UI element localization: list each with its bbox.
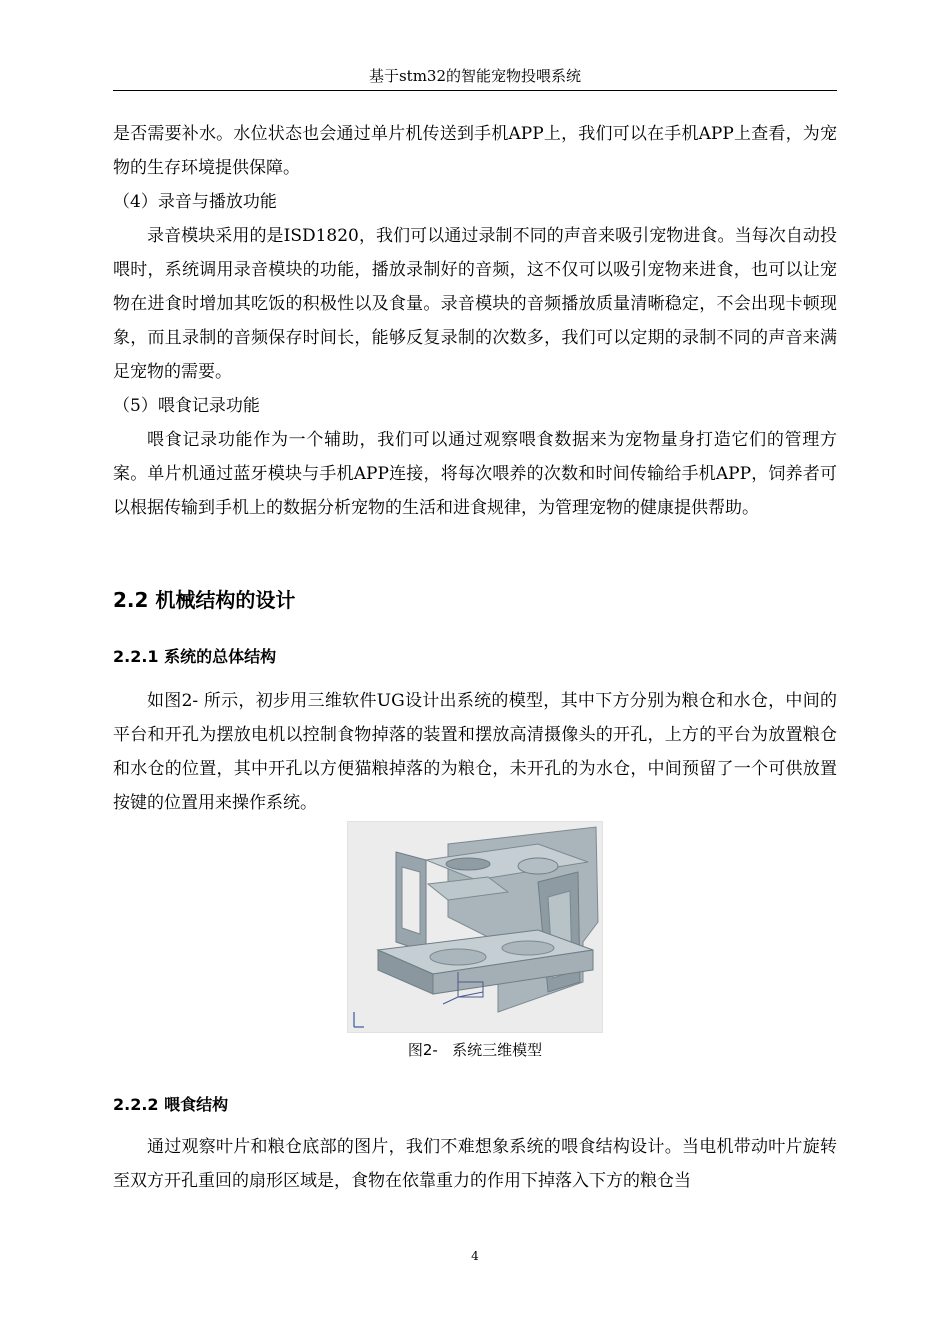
section-1-body bbox=[113, 117, 837, 525]
figure-caption bbox=[0, 1038, 950, 1062]
page-header bbox=[113, 62, 837, 91]
section-heading-2-2-2: 2.2.2 喂食结构 bbox=[113, 1095, 229, 1114]
paragraph: 如图2- 所示，初步用三维软件UG设计出系统的模型，其中下方分别为粮仓和水仓，中间的平台和开孔为摆放电机以控制食物掉落的装置和摆放高清摄像头的开孔，上方的平台为放置粮仓和水仓的位置，其中开孔以方便猫粮掉落的为粮仓，未开孔的为水仓，中间预留了一个可供放置按键的位置用来操作系统。 bbox=[113, 691, 837, 813]
system-3d-model-figure bbox=[347, 821, 603, 1033]
page-number: 4 bbox=[471, 1249, 479, 1263]
paragraph: 是否需要补水。水位状态也会通过单片机传送到手机APP上，我们可以在手机APP上查看，为宠物的生存环境提供保障。 bbox=[113, 124, 837, 178]
3d-model-image bbox=[348, 822, 602, 1032]
paragraph: 喂食记录功能作为一个辅助，我们可以通过观察喂食数据来为宠物量身打造它们的管理方案。单片机通过蓝牙模块与手机APP连接，将每次喂养的次数和时间传输给手机APP，饲养者可以根据传输到手机上的数据分析宠物的生活和进食规律，为管理宠物的健康提供帮助。 bbox=[113, 430, 837, 518]
paragraph: 通过观察叶片和粮仓底部的图片，我们不难想象系统的喂食结构设计。当电机带动叶片旋转至双方开孔重回的扇形区域是，食物在依靠重力的作用下掉落入下方的粮仓当 bbox=[113, 1137, 837, 1191]
figure-title: 系统三维模型 bbox=[452, 1041, 543, 1059]
section-3-body bbox=[113, 1130, 837, 1198]
paragraph: 录音模块采用的是ISD1820，我们可以通过录制不同的声音来吸引宠物进食。当每次自动投喂时，系统调用录音模块的功能，播放录制好的音频，这不仅可以吸引宠物来进食，也可以让宠物在进食时增加其吃饭的积极性以及食量。录音模块的音频播放质量清晰稳定，不会出现卡顿现象，而且录制的音频保存时间长，能够反复录制的次数多，我们可以定期的录制不同的声音来满足宠物的需要。 bbox=[113, 226, 837, 382]
subheading-recording: （4）录音与播放功能 bbox=[113, 192, 277, 212]
section-heading-2-2: 2.2 机械结构的设计 bbox=[113, 588, 296, 612]
header-title: 基于stm32的智能宠物投喂系统 bbox=[368, 67, 582, 85]
section-2-body bbox=[113, 684, 837, 820]
figure-number: 图2- bbox=[407, 1041, 438, 1059]
section-heading-2-2-1: 2.2.1 系统的总体结构 bbox=[113, 647, 277, 666]
subheading-feeding-record: （5）喂食记录功能 bbox=[113, 396, 260, 416]
